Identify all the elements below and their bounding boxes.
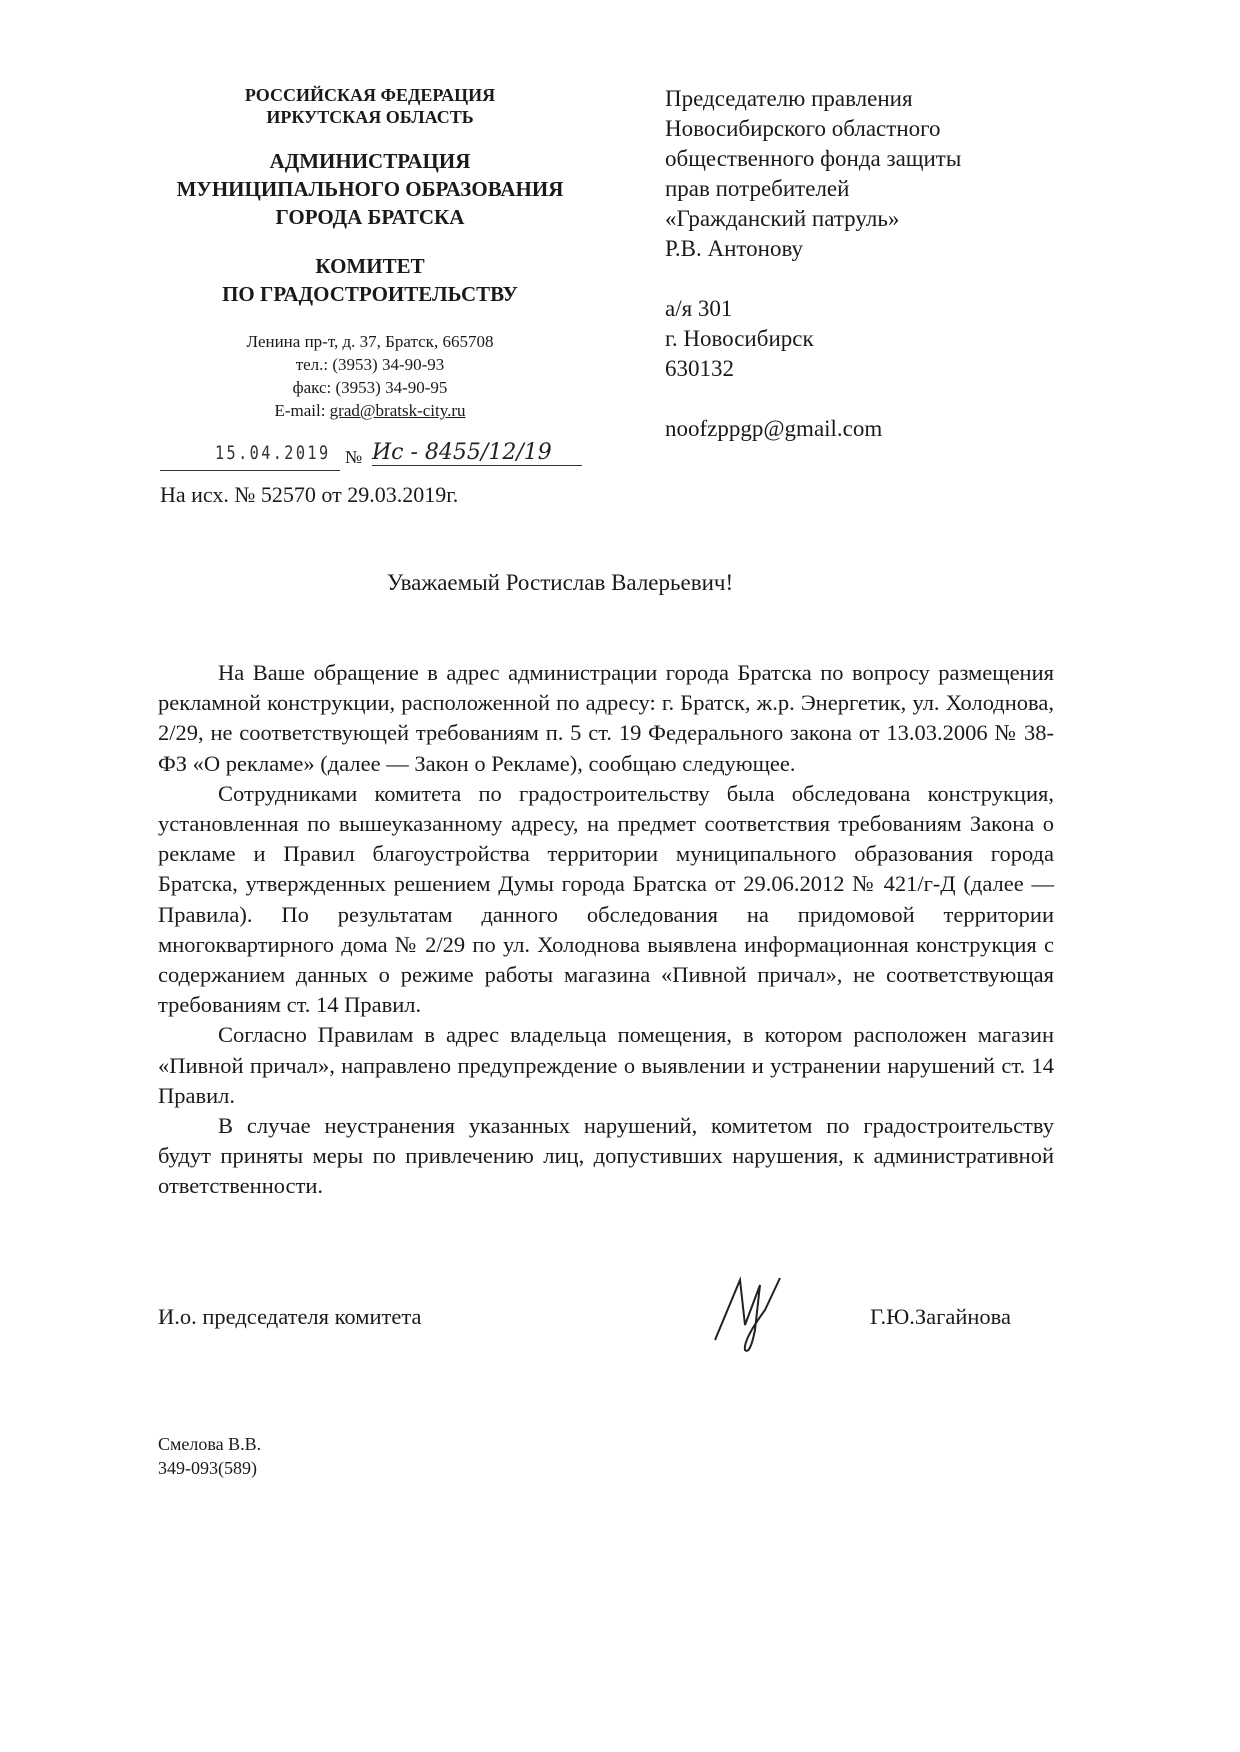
email-label: E-mail: — [274, 401, 330, 420]
signer-name: Г.Ю.Загайнова — [870, 1304, 1011, 1329]
date-underline — [160, 470, 340, 471]
recipient-po-box: а/я 301 — [665, 296, 733, 321]
sender-region: ИРКУТСКАЯ ОБЛАСТЬ — [266, 107, 474, 127]
greeting: Уважаемый Ростислав Валерьевич! — [386, 570, 734, 595]
sender-admin-line3: ГОРОДА БРАТСКА — [275, 205, 465, 229]
registration-number: Ис - 8455/12/19 — [372, 440, 582, 466]
paragraph: На Ваше обращение в адрес администрации города Братска по вопросу размещения рекламной конструкции, расположенной по адресу: г. Братск, ж.р. Энергетик, ул. Холоднова, 2/29, не соответствующей требованиям п. 5 ст. 19 Федерального закона от 13.03.2006 № 38-ФЗ «О рекламе» (далее — Закон о Рекламе), сообщаю следующее. — [158, 660, 1054, 776]
sender-country: РОССИЙСКАЯ ФЕДЕРАЦИЯ — [244, 85, 496, 105]
recipient-postcode: 630132 — [665, 356, 734, 381]
sender-fax: факс: (3953) 34-90-95 — [292, 378, 448, 397]
date-stamp: 15.04.2019 — [215, 442, 331, 464]
signer-title: И.о. председателя комитета — [158, 1304, 422, 1329]
recipient-line: Р.В. Антонову — [665, 236, 804, 261]
recipient-line: Председателю правления — [665, 86, 913, 111]
recipient-line: прав потребителей — [665, 176, 850, 201]
sender-email-line — [150, 399, 590, 422]
recipient-line: Новосибирского областного — [665, 116, 941, 141]
letter-body — [158, 658, 1054, 1202]
committee-line2: ПО ГРАДОСТРОИТЕЛЬСТВУ — [222, 282, 518, 306]
committee-line1: КОМИТЕТ — [315, 254, 425, 278]
paragraph: Сотрудниками комитета по градостроительству была обследована конструкция, установленная по вышеуказанному адресу, на предмет соответствия требованиям Закона о рекламе и Правил благоустройства территории муниципального образования города Братска, утвержденных решением Думы города Братска от 29.06.2012 № 421/г-Д (далее — Правила). По результатам данного обследования на придомовой территории многоквартирного дома № 2/29 по ул. Холоднова выявлена информационная конструкция с содержанием данных о режиме работы магазина «Пивной причал», не соответствующая требованиям ст. 14 Правил. — [158, 780, 1054, 1018]
sender-admin-line1: АДМИНИСТРАЦИЯ — [269, 149, 471, 173]
signature-icon — [705, 1270, 785, 1365]
recipient-block — [665, 84, 961, 444]
paragraph: Согласно Правилам в адрес владельца помещения, в котором расположен магазин «Пивной причал», направлено предупреждение о выявлении и устранении нарушений ст. 14 Правил. — [158, 1022, 1054, 1108]
executor-block — [158, 1432, 261, 1480]
paragraph: В случае неустранения указанных нарушений, комитетом по градостроительству будут приняты меры по привлечению лиц, допустивших нарушения, к административной ответственности. — [158, 1113, 1054, 1199]
recipient-email[interactable]: noofzppgp@gmail.com — [665, 416, 883, 441]
executor-phone: 349-093(589) — [158, 1458, 257, 1478]
sender-email-link[interactable]: grad@bratsk-city.ru — [329, 401, 466, 420]
recipient-line: «Гражданский патруль» — [665, 206, 900, 231]
sender-admin-line2: МУНИЦИПАЛЬНОГО ОБРАЗОВАНИЯ — [176, 177, 564, 201]
reference-line: На исх. № 52570 от 29.03.2019г. — [160, 482, 459, 507]
sender-phone: тел.: (3953) 34-90-93 — [295, 355, 445, 374]
executor-name: Смелова В.В. — [158, 1434, 262, 1454]
number-sign: № — [345, 447, 363, 467]
sender-address: Ленина пр-т, д. 37, Братск, 665708 — [246, 332, 494, 351]
recipient-line: общественного фонда защиты — [665, 146, 962, 171]
recipient-city: г. Новосибирск — [665, 326, 814, 351]
